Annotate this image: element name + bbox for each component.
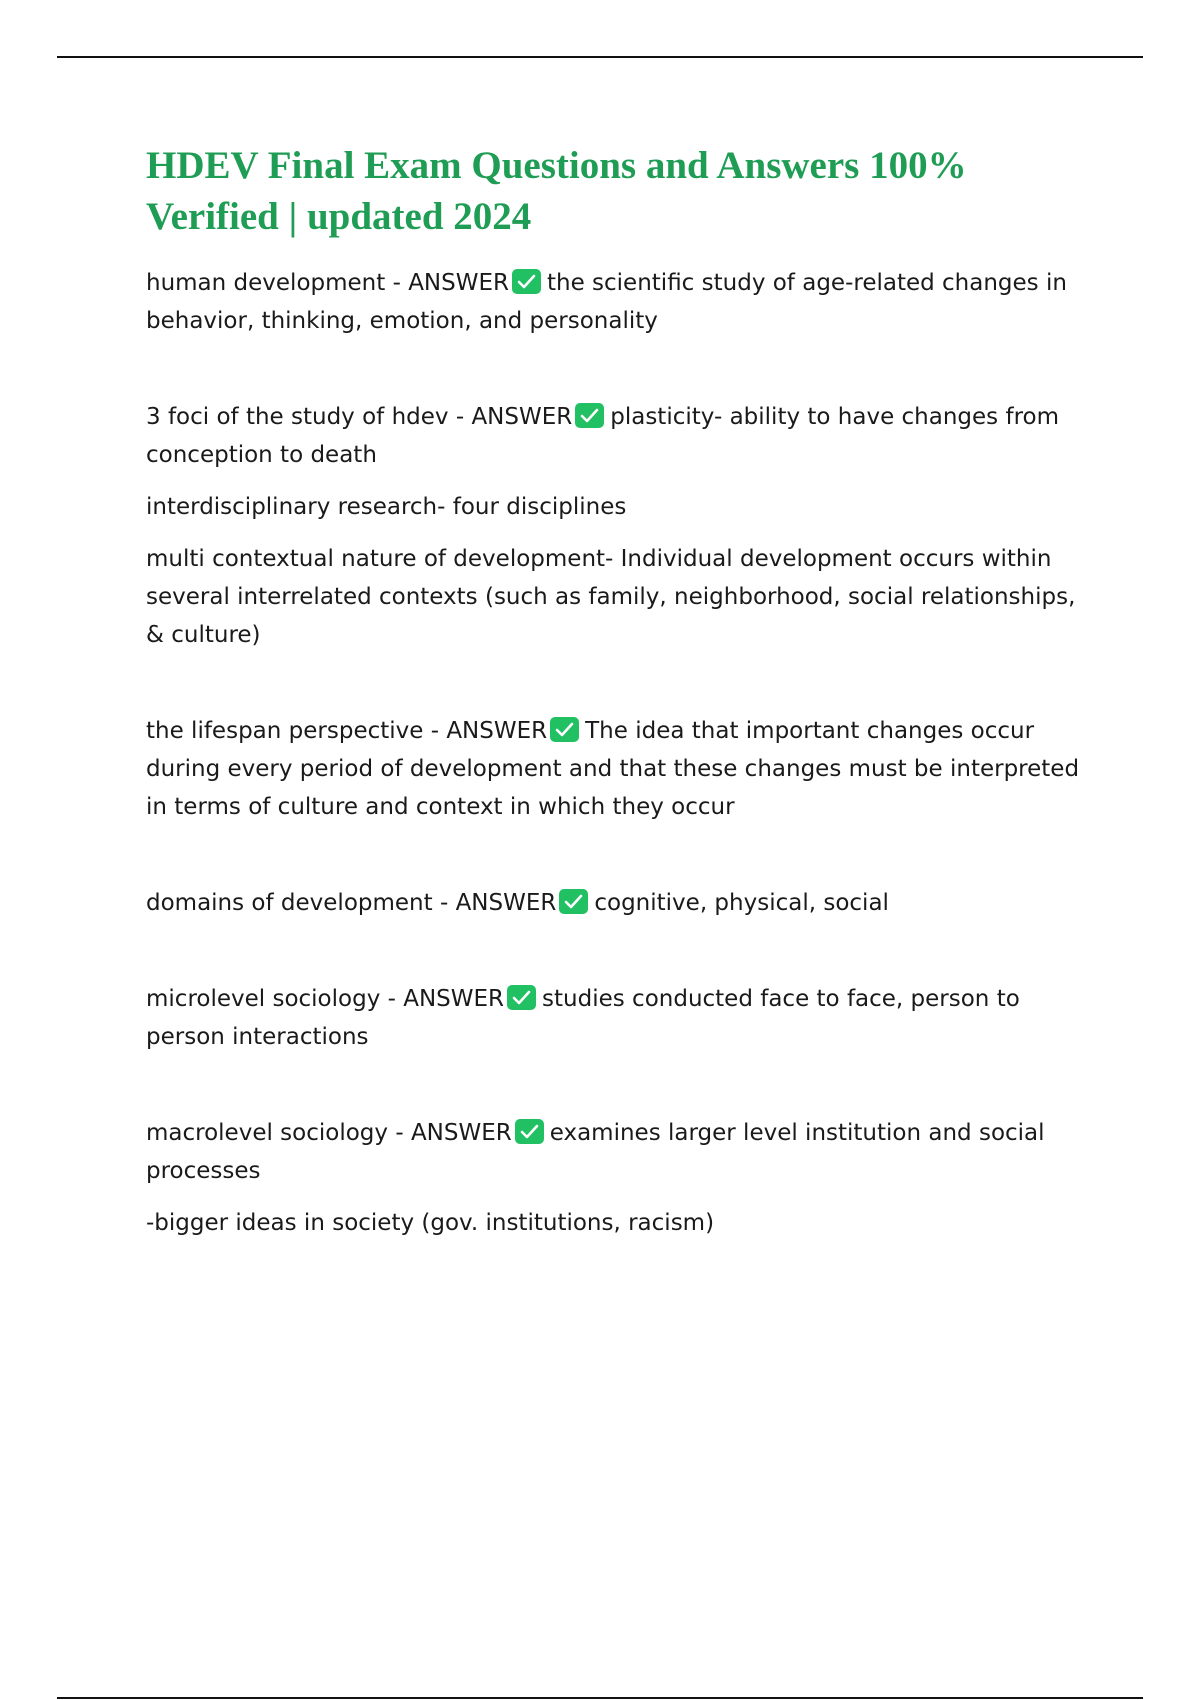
qa-term: the lifespan perspective - — [146, 718, 447, 744]
title-line-2: Verified | updated 2024 — [146, 195, 532, 238]
qa-term: domains of development - — [146, 890, 456, 916]
qa-answer-paragraph — [146, 1114, 1096, 1190]
qa-term: microlevel sociology - — [146, 986, 404, 1012]
top-rule — [57, 56, 1143, 58]
answer-marker: ANSWER — [446, 718, 548, 744]
qa-extra-paragraph: interdisciplinary research- four disciplines — [146, 494, 627, 520]
qa-answer-paragraph — [146, 884, 1096, 922]
checkmark-icon — [512, 269, 541, 294]
checkmark-icon — [575, 403, 604, 428]
answer-marker: ANSWER — [403, 986, 505, 1012]
qa-term: macrolevel sociology - — [146, 1120, 411, 1146]
qa-answer: studies conducted face to face, person to person interactions — [146, 986, 1020, 1050]
checkmark-icon — [559, 889, 588, 914]
qa-answer-paragraph — [146, 398, 1096, 474]
qa-answer-paragraph — [146, 712, 1096, 826]
qa-entry — [146, 980, 1096, 1056]
qa-extra-paragraph: multi contextual nature of development- Individual development occurs within several interrelated contexts (such as family, neighborhood, social relationships, & culture) — [146, 546, 1076, 648]
qa-answer-paragraph — [146, 980, 1096, 1056]
qa-entry — [146, 884, 1096, 922]
answer-marker: ANSWER — [455, 890, 557, 916]
document-title — [146, 140, 1096, 242]
qa-extra-paragraph: -bigger ideas in society (gov. institutions, racism) — [146, 1210, 715, 1236]
qa-term: human development - — [146, 270, 409, 296]
checkmark-icon — [507, 985, 536, 1010]
document-body — [146, 140, 1096, 1256]
qa-entry — [146, 1114, 1096, 1242]
answer-marker: ANSWER — [471, 404, 573, 430]
qa-entry — [146, 712, 1096, 826]
qa-entry — [146, 398, 1096, 654]
qa-answer: The idea that important changes occur during every period of development and that these changes must be interpreted in terms of culture and context in which they occur — [146, 718, 1080, 820]
qa-term: 3 foci of the study of hdev - — [146, 404, 472, 430]
qa-entry — [146, 264, 1096, 340]
checkmark-icon — [515, 1119, 544, 1144]
bottom-rule — [57, 1697, 1143, 1699]
checkmark-icon — [550, 717, 579, 742]
qa-answer: cognitive, physical, social — [594, 890, 889, 916]
qa-answer-paragraph — [146, 264, 1096, 340]
qa-answer: examines larger level institution and social processes — [146, 1120, 1045, 1184]
answer-marker: ANSWER — [410, 1120, 512, 1146]
qa-answer: the scientific study of age-related changes in behavior, thinking, emotion, and personality — [146, 270, 1067, 334]
answer-marker: ANSWER — [408, 270, 509, 296]
title-line-1: HDEV Final Exam Questions and Answers 100% — [146, 144, 967, 187]
qa-answer: plasticity- ability to have changes from conception to death — [146, 404, 1059, 468]
